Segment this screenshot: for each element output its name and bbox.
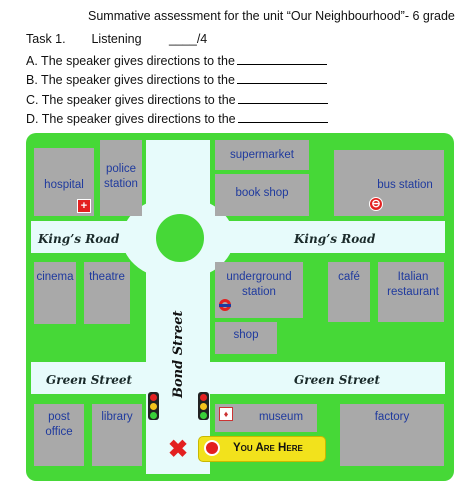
traffic-light-icon [148, 392, 159, 420]
worksheet-title: Summative assessment for the unit “Our Neighbourhood”- 6 grade [88, 9, 455, 23]
question-d: D. The speaker gives directions to the [26, 112, 328, 126]
supermarket-label: supermarket [230, 149, 294, 161]
kings-road-label-right: King’s Road [294, 232, 376, 246]
answer-blank[interactable] [238, 112, 328, 123]
x-mark-icon: ✖ [168, 436, 189, 463]
italian-restaurant-label: Italian restaurant [387, 271, 439, 298]
cinema-label: cinema [36, 271, 74, 283]
book-shop-label: book shop [235, 187, 289, 199]
question-c: C. The speaker gives directions to the [26, 93, 328, 107]
library-label: library [101, 411, 133, 423]
traffic-light-icon [198, 392, 209, 420]
answer-blank[interactable] [237, 54, 327, 65]
green-street-label-right: Green Street [294, 373, 381, 387]
hospital-label: hospital [44, 179, 84, 191]
task-label: Task 1. [26, 32, 66, 46]
green-street-label-left: Green Street [46, 373, 133, 387]
factory-label: factory [374, 411, 410, 423]
cafe-label: café [338, 271, 360, 283]
hospital-cross-icon: + [77, 199, 91, 213]
answer-blank[interactable] [237, 73, 327, 84]
bond-street [146, 140, 210, 474]
location-pin-icon [204, 440, 220, 456]
roundabout-island [152, 210, 208, 266]
museum-label: museum [258, 411, 304, 423]
score-field: ____/4 [169, 32, 208, 46]
kings-road-label-left: King’s Road [38, 232, 120, 246]
bus-sign-icon: ⊖ [369, 197, 383, 211]
shop-label: shop [233, 329, 259, 341]
answer-blank[interactable] [238, 93, 328, 104]
bus-station-label: bus station [377, 179, 433, 191]
question-b: B. The speaker gives directions to the [26, 73, 327, 87]
museum-icon: ♦ [219, 407, 233, 421]
you-are-here-label: You Are Here [233, 442, 303, 454]
question-a: A. The speaker gives directions to the [26, 54, 327, 68]
task-name: Listening [91, 32, 142, 46]
police-station-label: police station [104, 163, 138, 190]
post-office-label: post office [45, 411, 73, 438]
underground-sign-icon [219, 299, 231, 311]
you-are-here-marker [198, 436, 326, 462]
theatre-label: theatre [89, 271, 125, 283]
underground-station-label: underground station [226, 271, 292, 298]
bond-street-label: Bond Street [171, 310, 186, 398]
task-line [26, 32, 207, 46]
